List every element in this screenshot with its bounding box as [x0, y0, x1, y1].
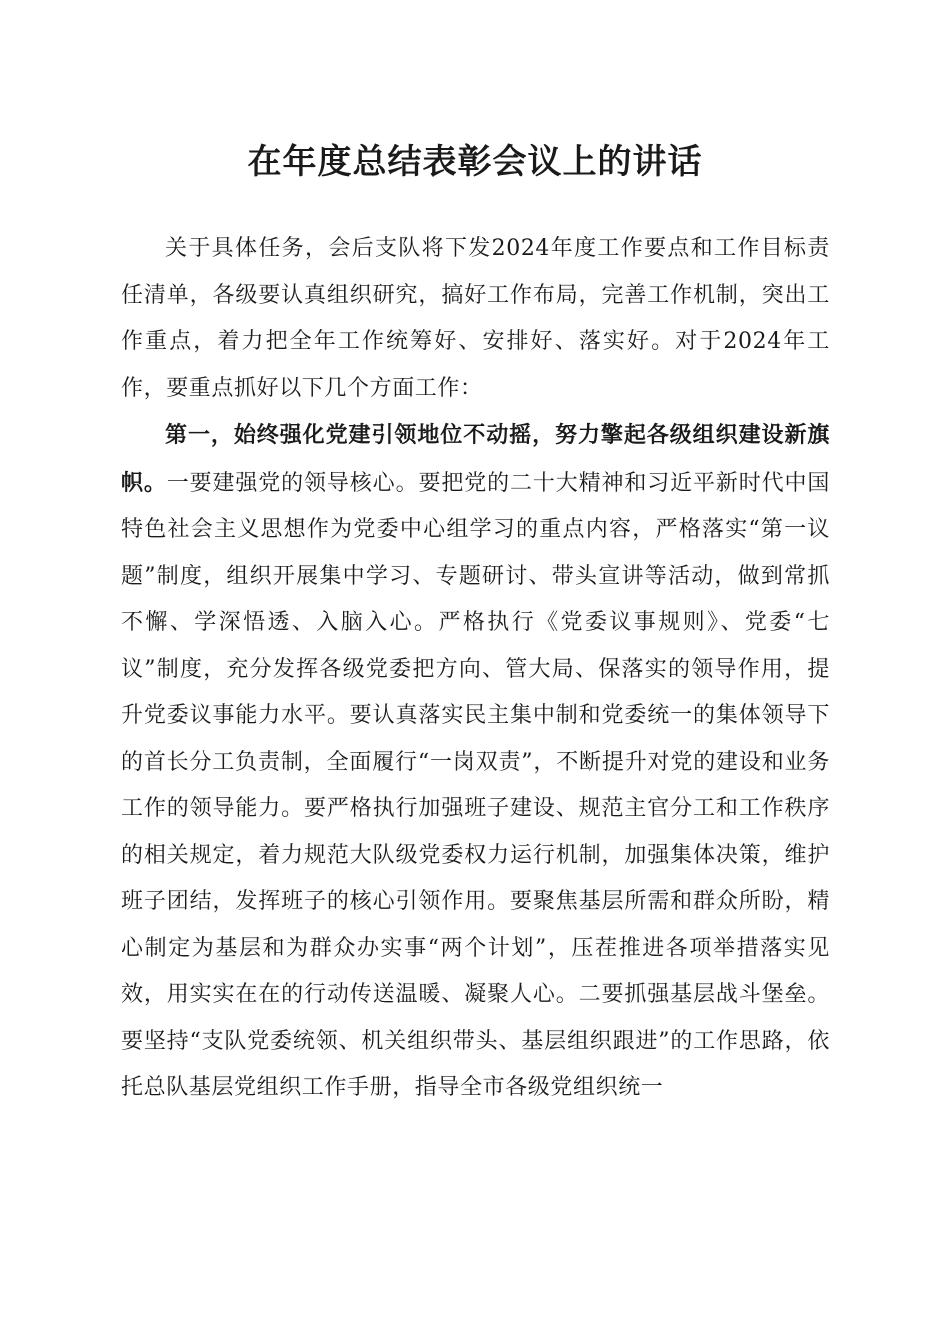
- paragraph-first-point: [121, 412, 830, 1112]
- paragraph-first-point-text: 一要建强党的领导核心。要把党的二十大精神和习近平新时代中国特色社会主义思想作为党委中心组学习的重点内容，严格落实“第一议题”制度，组织开展集中学习、专题研讨、带头宣讲等活动，做到常抓不懈、学深悟透、入脑入心。严格执行《党委议事规则》、党委“七议”制度，充分发挥各级党委把方向、管大局、保落实的领导作用，提升党委议事能力水平。要认真落实民主集中制和党委统一的集体领导下的首长分工负责制，全面履行“一岗双责”，不断提升对党的建设和业务工作的领导能力。要严格执行加强班子建设、规范主官分工和工作秩序的相关规定，着力规范大队级党委权力运行机制，加强集体决策，维护班子团结，发挥班子的核心引领作用。要聚焦基层所需和群众所盼，精心制定为基层和为群众办实事“两个计划”，压茬推进各项举措落实见效，用实实在在的行动传送温暖、凝聚人心。二要抓强基层战斗堡垒。要坚持“支队党委统领、机关组织带头、基层组织跟进”的工作思路，依托总队基层党组织工作手册，指导全市各级党组织统一: [121, 470, 830, 1100]
- paragraph-lead-heading: 第一，始终强化党建引领地位不动摇，努力擎起各级组织建设新旗帜。: [121, 422, 830, 496]
- paragraph-intro: 关于具体任务，会后支队将下发2024年度工作要点和工作目标责任清单，各级要认真组织研究，搞好工作布局，完善工作机制，突出工作重点，着力把全年工作统筹好、安排好、落实好。对于2024年工作，要重点抓好以下几个方面工作：: [121, 236, 830, 401]
- document-body: [121, 226, 830, 1112]
- document-title: 在年度总结表彰会议上的讲话: [247, 142, 703, 182]
